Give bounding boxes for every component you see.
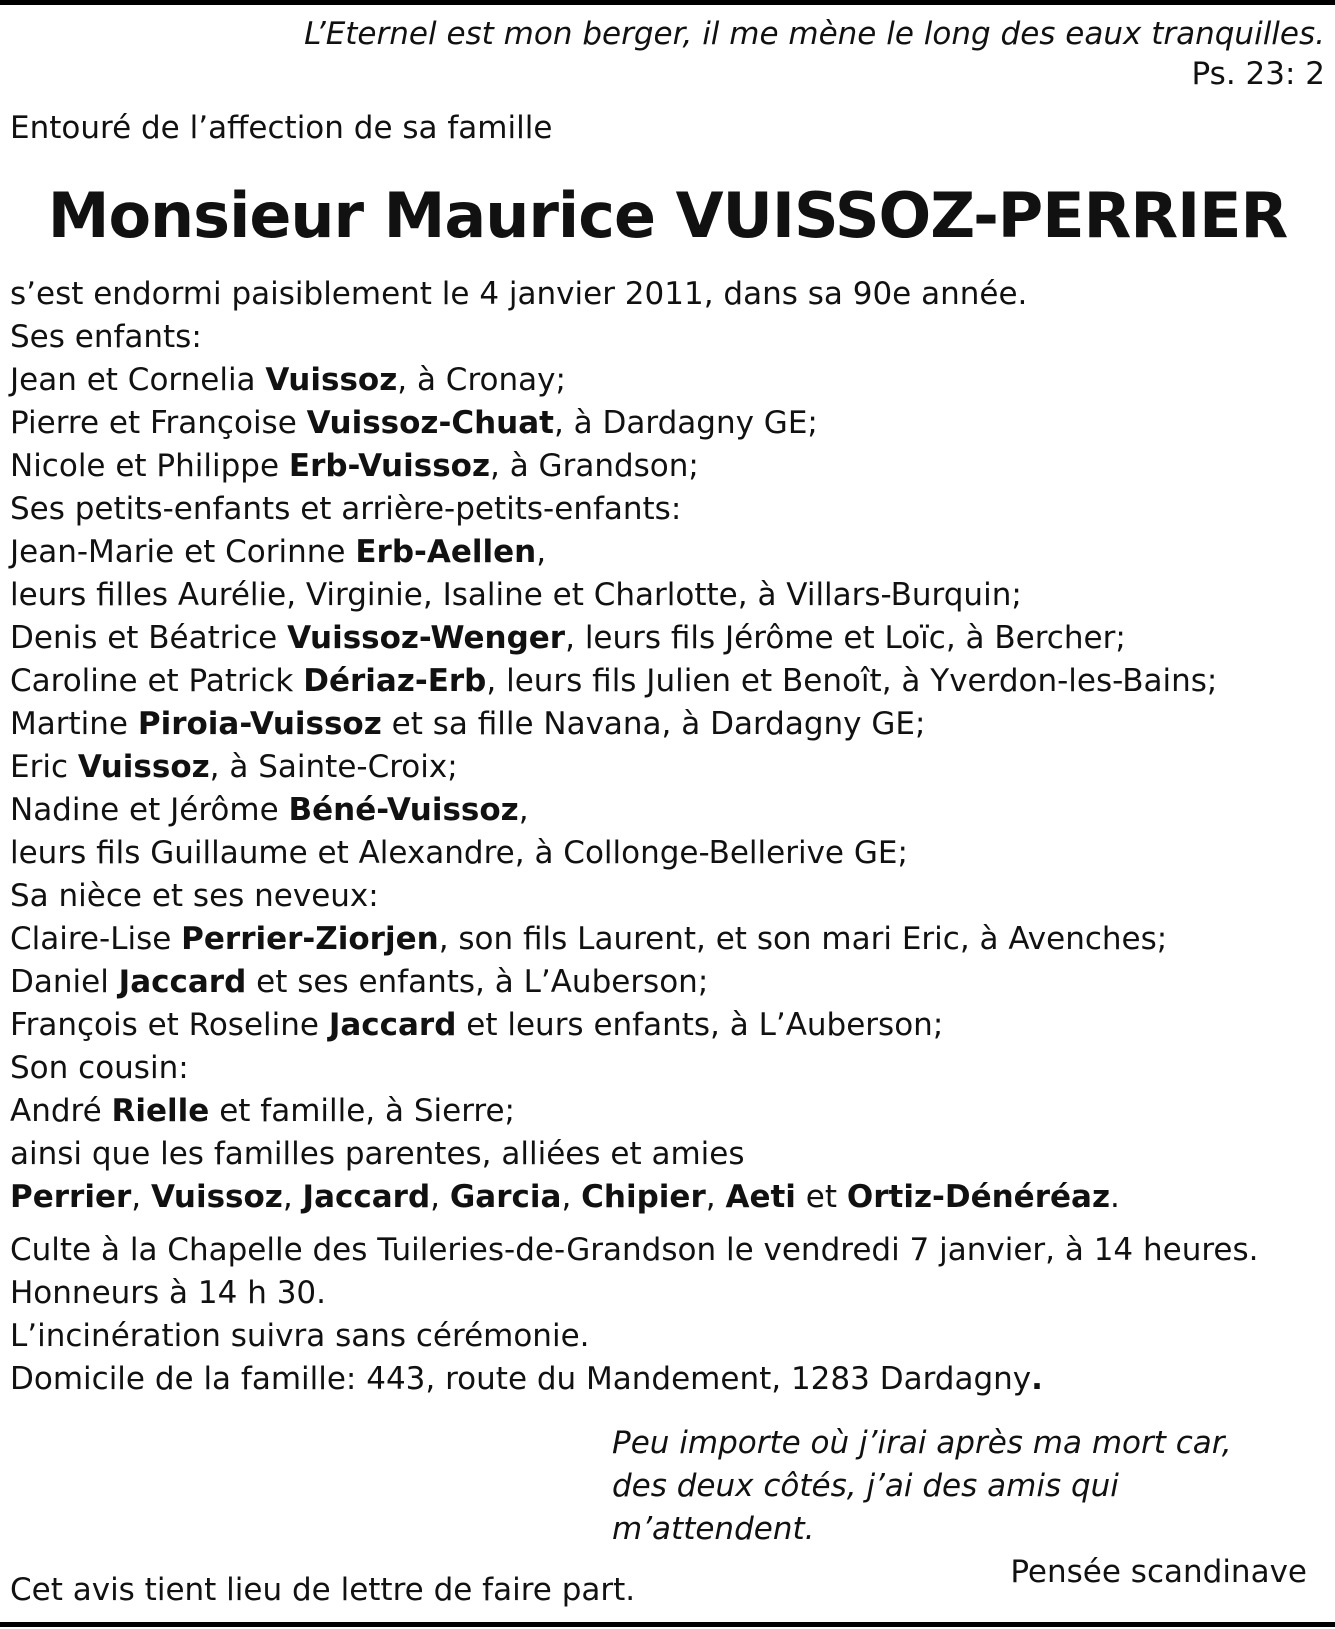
line-text: leurs filles Aurélie, Virginie, Isaline et Charlotte, à Villars-Burquin; (10, 577, 1022, 613)
line-text: François et Roseline (10, 1007, 329, 1043)
notice-line (10, 875, 1259, 918)
notice-line (10, 574, 1259, 617)
notice-line (10, 789, 1259, 832)
notice-line (10, 316, 1259, 359)
line-text: Claire-Lise (10, 921, 182, 957)
line-text: L’incinération suivra sans cérémonie. (10, 1318, 590, 1354)
quote-line-1: Peu importe où j’irai après ma mort car, (612, 1425, 1232, 1461)
closing-quote (612, 1422, 1307, 1594)
notice-line (10, 1004, 1259, 1047)
line-text: Nicole et Philippe (10, 448, 289, 484)
notice-line (10, 488, 1259, 531)
family-name: Vuissoz (77, 749, 210, 785)
header-verse (304, 14, 1325, 94)
line-text: et ses enfants, à L’Auberson; (246, 964, 709, 1000)
line-text: s’est endormi paisiblement le 4 janvier 2011, dans sa 90e année. (10, 276, 1028, 312)
family-name: Jaccard (302, 1179, 431, 1215)
family-name: Perrier-Ziorjen (181, 921, 439, 957)
line-text: leurs fils Guillaume et Alexandre, à Collonge-Bellerive GE; (10, 835, 908, 871)
family-name: Piroia-Vuissoz (137, 706, 382, 742)
notice-line (10, 273, 1259, 316)
notice-line (10, 1176, 1259, 1219)
family-name: Dériaz-Erb (303, 663, 487, 699)
notice-line (10, 445, 1259, 488)
notice-line (10, 1272, 1259, 1315)
intro-text: Entouré de l’affection de sa famille (10, 110, 553, 146)
notice-line (10, 1047, 1259, 1090)
notice-line (10, 660, 1259, 703)
line-text: Pierre et Françoise (10, 405, 307, 441)
quote-line-2: des deux côtés, j’ai des amis qui m’attendent. (612, 1468, 1119, 1547)
line-text: et sa fille Navana, à Dardagny GE; (381, 706, 926, 742)
notice-line (10, 1315, 1259, 1358)
notice-body (10, 273, 1259, 1401)
family-name: Ortiz-Dénéréaz (846, 1179, 1110, 1215)
line-text: Honneurs à 14 h 30. (10, 1275, 326, 1311)
notice-line (10, 746, 1259, 789)
notice-line (10, 961, 1259, 1004)
bottom-rule (0, 1622, 1335, 1627)
notice-line (10, 359, 1259, 402)
top-rule (0, 0, 1335, 5)
line-text: Ses petits-enfants et arrière-petits-enfants: (10, 491, 682, 527)
notice-line (10, 617, 1259, 660)
line-text: Caroline et Patrick (10, 663, 304, 699)
line-text: Sa nièce et ses neveux: (10, 878, 379, 914)
family-name: Perrier (10, 1179, 132, 1215)
line-text: Daniel (10, 964, 119, 1000)
line-text: , à Grandson; (490, 448, 699, 484)
family-name: Chipier (581, 1179, 706, 1215)
deceased-name: Monsieur Maurice VUISSOZ-PERRIER (47, 179, 1288, 252)
notice-line (10, 402, 1259, 445)
line-text: , à Cronay; (397, 362, 566, 398)
notice-line (10, 531, 1259, 574)
family-name: Vuissoz (265, 362, 398, 398)
line-text: Nadine et Jérôme (10, 792, 289, 828)
verse-reference: Ps. 23: 2 (1191, 56, 1325, 92)
family-name: Erb-Aellen (355, 534, 537, 570)
family-name: Garcia (449, 1179, 562, 1215)
family-name: . (1031, 1361, 1043, 1397)
line-text: , leurs fils Julien et Benoît, à Yverdon-les-Bains; (486, 663, 1218, 699)
line-text: , leurs fils Jérôme et Loïc, à Bercher; (565, 620, 1126, 656)
line-text: Eric (10, 749, 78, 785)
notice-line (10, 1229, 1259, 1272)
line-text: , (282, 1179, 303, 1215)
line-text: Jean et Cornelia (10, 362, 266, 398)
line-text: et (795, 1179, 847, 1215)
notice-line (10, 832, 1259, 875)
line-text: Martine (10, 706, 138, 742)
section-gap (10, 1219, 1259, 1229)
line-text: , (561, 1179, 582, 1215)
notice-line (10, 1358, 1259, 1401)
family-name: Aeti (725, 1179, 796, 1215)
notice-line (10, 703, 1259, 746)
line-text: Jean-Marie et Corinne (10, 534, 356, 570)
line-text: , (518, 792, 529, 828)
line-text: . (1109, 1179, 1120, 1215)
line-text: Ses enfants: (10, 319, 202, 355)
closing-note: Cet avis tient lieu de lettre de faire part. (10, 1572, 636, 1608)
notice-line (10, 1133, 1259, 1176)
notice-line (10, 1090, 1259, 1133)
line-text: , (430, 1179, 450, 1215)
line-text: André (10, 1093, 112, 1129)
line-text: , son fils Laurent, et son mari Eric, à Avenches; (438, 921, 1168, 957)
family-name: Rielle (111, 1093, 210, 1129)
line-text: , à Dardagny GE; (553, 405, 818, 441)
line-text: ainsi que les familles parentes, alliées et amies (10, 1136, 745, 1172)
family-name: Vuissoz-Wenger (287, 620, 566, 656)
line-text: Domicile de la famille: 443, route du Mandement, 1283 Dardagny (10, 1361, 1032, 1397)
line-text: et famille, à Sierre; (209, 1093, 515, 1129)
family-name: Jaccard (118, 964, 247, 1000)
quote-source: Pensée scandinave (1010, 1554, 1307, 1590)
family-name: Béné-Vuissoz (288, 792, 519, 828)
family-name: Jaccard (328, 1007, 457, 1043)
line-text: , (131, 1179, 151, 1215)
line-text: , (536, 534, 547, 570)
line-text: Denis et Béatrice (10, 620, 288, 656)
family-name: Erb-Vuissoz (288, 448, 490, 484)
line-text: et leurs enfants, à L’Auberson; (456, 1007, 944, 1043)
family-name: Vuissoz (150, 1179, 283, 1215)
line-text: , (705, 1179, 726, 1215)
line-text: Son cousin: (10, 1050, 189, 1086)
line-text: , à Sainte-Croix; (209, 749, 458, 785)
notice-line (10, 918, 1259, 961)
line-text: Culte à la Chapelle des Tuileries-de-Grandson le vendredi 7 janvier, à 14 heures. (10, 1232, 1259, 1268)
family-name: Vuissoz-Chuat (306, 405, 554, 441)
verse-text: L’Eternel est mon berger, il me mène le long des eaux tranquilles. (304, 16, 1325, 52)
